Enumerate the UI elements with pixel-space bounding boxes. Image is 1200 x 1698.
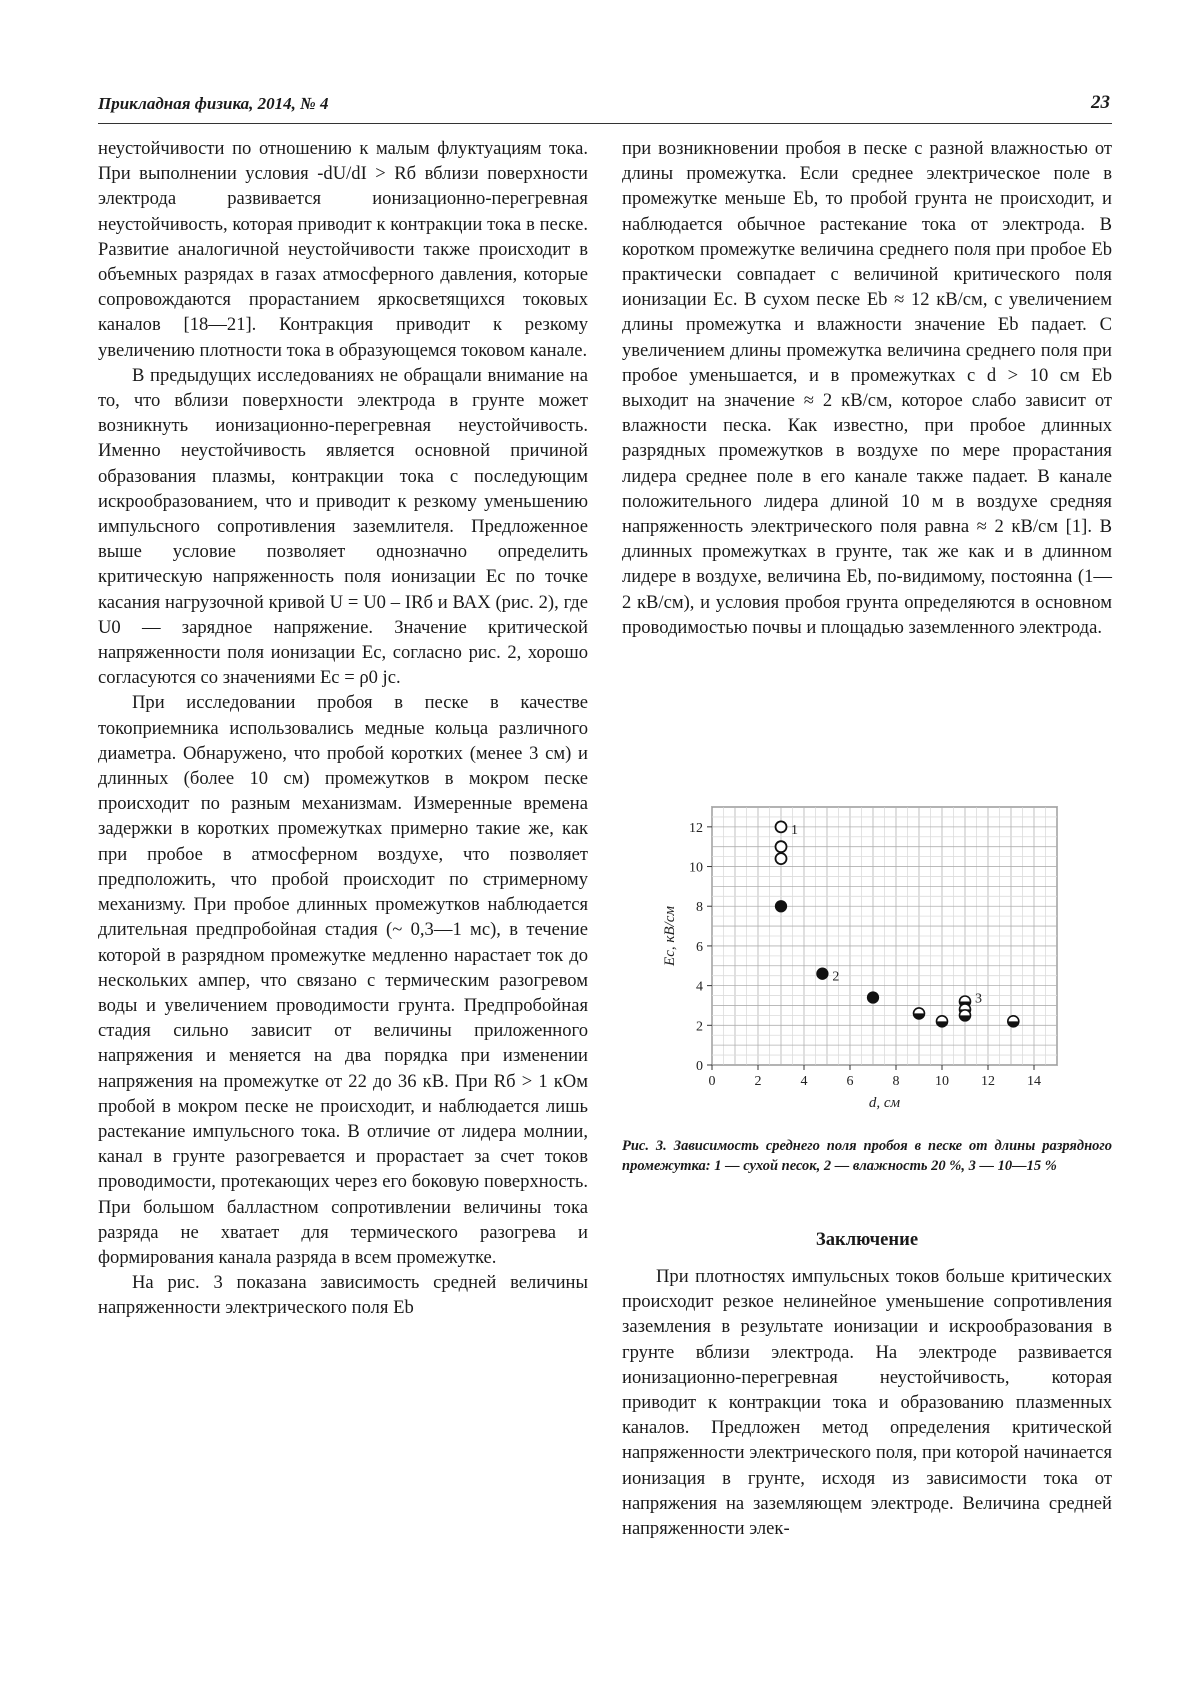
left-column (98, 136, 588, 1321)
data-point (817, 968, 828, 979)
data-point (914, 1008, 925, 1019)
y-tick-label: 0 (696, 1059, 703, 1074)
right-column (622, 136, 1112, 640)
scatter-chart (622, 795, 1112, 1120)
x-axis-label: d, см (868, 1095, 901, 1111)
data-point (937, 1016, 948, 1027)
x-tick-label: 6 (846, 1074, 854, 1089)
y-tick-label: 6 (696, 939, 703, 955)
paragraph: неустойчивости по отношению к малым флуктуациям тока. При выполнении условия -dU/dI > Rб вблизи поверхности электрода развивается ионизационно-перегревная неустойчивость, которая приводит к контракции тока в песке. Развитие аналогичной неустойчивости также происходит в объемных разрядах в газах атмосферного давления, которые сопровождаются прорастанием яркосветящихся токовых каналов [18—21]. Контракция приводит к резкому увеличению плотности тока в образующемся токовом канале. (98, 138, 588, 361)
x-tick-label: 14 (1027, 1074, 1041, 1089)
paragraph: при возникновении пробоя в песке с разной влажностью от длины промежутка. Если среднее электрическое поле в промежутке меньше Eb, то пробой грунта не происходит, и наблюдается обычное растекание тока от электрода. В коротком промежутке величина среднего поля при пробое Eb практически совпадает с величиной критического поля ионизации Ec. В сухом песке Eb ≈ 12 кВ/см, с увеличением длины промежутка и влажности значение Eb падает. С увеличением длины промежутка величина среднего поля при пробое уменьшается, и в промежутках с d > 10 см Eb выходит на значение ≈ 2 кВ/см, которое слабо зависит от влажности песка. Как известно, при пробое длинных разрядных промежутков в воздухе по мере прорастания лидера среднее поле в его канале также падает. В канале положительного лидера длиной 10 м в воздухе средняя напряженность электрического поля равна ≈ 2 кВ/см [1]. В длинных промежутках в грунте, так же как и в длинном лидере в воздухе, величина Eb, по-видимому, постоянна (1—2 кВ/см), и условия пробоя грунта определяются в основном проводимостью почвы и площадью заземленного электрода. (622, 138, 1112, 638)
y-tick-label: 4 (696, 979, 703, 995)
x-tick-label: 0 (708, 1074, 716, 1089)
data-point (776, 841, 787, 852)
data-point (868, 992, 879, 1003)
data-point (776, 901, 787, 912)
running-header (98, 90, 1110, 120)
x-tick-label: 2 (754, 1074, 762, 1089)
y-tick-label: 12 (689, 820, 703, 836)
x-tick-label: 10 (935, 1074, 949, 1089)
data-point (1008, 1016, 1019, 1027)
paragraph: При плотностях импульсных токов больше критических происходит резкое нелинейное уменьшение сопротивления заземления в результате ионизации и искрообразования в грунте вблизи электрода. На электроде развивается ионизационно-перегревная неустойчивость, которая приводит к контракции тока и образованию плазменных каналов. Предложен метод определения критической напряженности электрического поля, при которой начинается ионизация в грунте, исходя из зависимости тока от напряжения на заземляющем электроде. Величина средней напряженности элек- (622, 1266, 1112, 1540)
series-label: 3 (975, 991, 982, 1007)
series-label: 1 (791, 822, 798, 838)
y-tick-label: 10 (689, 860, 703, 876)
x-tick-label: 12 (981, 1074, 995, 1089)
paragraph: При исследовании пробоя в песке в качестве токоприемника использовались медные кольца различного диаметра. Обнаружено, что пробой коротких (менее 3 см) и длинных (более 10 см) промежутков в мокром песке происходит по разным механизмам. Измеренные времена задержки в коротких промежутках примерно такие же, как при пробое в атмосферном воздухе, что позволяет предположить, что пробой происходит по стримерному механизму. При пробое длинных промежутков наблюдается длительная предпробойная стадия (~ 0,3—1 мс), в течение которой в разрядном промежутке медленно нарастает ток до нескольких ампер, что связано с термическим разогревом воды и увеличением проводимости грунта. Предпробойная стадия сильно зависит от величины приложенного напряжения и меняется на два порядка при изменении напряжения на промежутке от 22 до 36 кВ. При Rб > 1 кОм пробой в мокром песке не происходит, и наблюдается лишь растекание импульсного тока. В отличие от лидера молнии, канал в грунте разогревается и прорастает за счет токов проводимости, протекающих через его боковую поверхность. При большом балластном сопротивлении величины тока разряда не хватает для термического разогрева и формирования канала разряда в всем промежутке. (98, 692, 588, 1268)
section-title: Заключение (815, 1229, 919, 1250)
x-tick-label: 8 (892, 1074, 900, 1089)
page-number: 23 (1091, 92, 1110, 113)
figure-caption: Рис. 3. Зависимость среднего поля пробоя в песке от длины разрядного промежутка: 1 — сухой песок, 2 — влажность 20 %, 3 — 10—15 % (622, 1138, 1112, 1174)
conclusion-text (622, 1264, 1112, 1541)
series-label: 2 (832, 969, 840, 985)
y-tick-label: 8 (696, 900, 703, 916)
journal-title: Прикладная физика, 2014, № 4 (98, 94, 329, 113)
y-tick-label: 2 (696, 1019, 703, 1035)
data-point (776, 821, 787, 832)
paragraph: На рис. 3 показана зависимость средней величины напряженности электрического поля Eb (98, 1272, 588, 1319)
data-point (960, 1010, 971, 1021)
data-point (776, 853, 787, 864)
header-rule (98, 123, 1112, 124)
y-axis-label: Ec, кВ/см (662, 906, 678, 966)
x-tick-label: 4 (800, 1074, 808, 1089)
paragraph: В предыдущих исследованиях не обращали внимание на то, что вблизи поверхности электрода в грунте может возникнуть ионизационно-перегревная неустойчивость. Именно неустойчивость является основной причиной образования плазмы, контракции тока с последующим искрообразованием, что и приводит к резкому уменьшению импульсного сопротивления заземлителя. Предложенное выше условие позволяет однозначно определить критическую напряженность поля ионизации Ec по точке касания нагрузочной кривой U = U0 – IRб и ВАХ (рис. 2), где U0 — зарядное напряжение. Значение критической напряженности поля ионизации Ec, согласно рис. 2, хорошо согласуются со значениями Ec = ρ0 jc. (98, 364, 588, 689)
figure-3 (622, 795, 1112, 1120)
